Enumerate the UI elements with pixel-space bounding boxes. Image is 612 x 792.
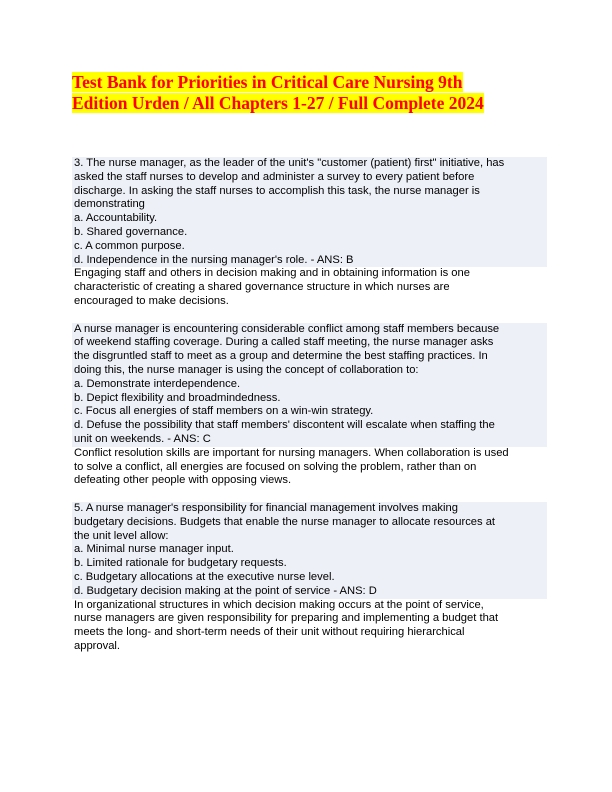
question-3-stem-line: 3. The nurse manager, as the leader of the unit's "customer (patient) first" initiative, has	[72, 157, 547, 171]
question-5-option-a: a. Minimal nurse manager input.	[72, 543, 547, 557]
paragraph-gap	[72, 309, 547, 323]
question-3-rationale-line: characteristic of creating a shared governance structure in which nurses are	[74, 281, 450, 294]
question-5-stem-line: 5. A nurse manager's responsibility for financial management involves making	[72, 502, 547, 516]
question-4-rationale-line: to solve a conflict, all energies are focused on solving the problem, rather than on	[74, 460, 477, 473]
question-4-stem-line: doing this, the nurse manager is using the concept of collaboration to:	[72, 364, 547, 378]
question-3-stem-line: demonstrating	[72, 198, 547, 212]
question-4-rationale-line: Conflict resolution skills are important for nursing managers. When collaboration is used	[74, 446, 509, 459]
document-body	[72, 157, 547, 654]
question-4-option-a: a. Demonstrate interdependence.	[72, 378, 547, 392]
question-3-option-c: c. A common purpose.	[72, 240, 547, 254]
question-4-option-c: c. Focus all energies of staff members on a win-win strategy.	[72, 405, 547, 419]
question-5-option-b: b. Limited rationale for budgetary requests.	[72, 557, 547, 571]
question-3-option-b: b. Shared governance.	[72, 226, 547, 240]
question-5	[72, 502, 547, 654]
question-5-rationale-line: meets the long- and short-term needs of their unit without requiring hierarchical	[74, 626, 465, 639]
question-5-option-c: c. Budgetary allocations at the executive nurse level.	[72, 571, 547, 585]
question-4-rationale-line: defeating other people with opposing views.	[74, 474, 292, 487]
question-5-stem-line: the unit level allow:	[72, 530, 547, 544]
question-3-rationale-line: Engaging staff and others in decision making and in obtaining information is one	[74, 267, 470, 280]
question-4-stem-line: A nurse manager is encountering considerable conflict among staff members because	[72, 323, 547, 337]
question-4	[72, 323, 547, 489]
title-line-2: Edition Urden / All Chapters 1-27 / Full Complete 2024	[72, 93, 484, 113]
question-4-option-d: d. Defuse the possibility that staff members' discontent will escalate when staffing the	[72, 419, 547, 433]
question-4-stem-line: the disgruntled staff to meet as a group and determine the best staffing practices. In	[72, 350, 547, 364]
question-4-stem-line: of weekend staffing coverage. During a called staff meeting, the nurse manager asks	[72, 336, 547, 350]
question-5-rationale-line: nurse managers are given responsibility for preparing and implementing a budget that	[74, 612, 499, 625]
question-3-option-a: a. Accountability.	[72, 212, 547, 226]
question-3-option-d-answer: d. Independence in the nursing manager's role. - ANS: B	[72, 254, 547, 268]
question-5-stem-line: budgetary decisions. Budgets that enable the nurse manager to allocate resources at	[72, 516, 547, 530]
question-3-rationale-line: encouraged to make decisions.	[74, 294, 229, 307]
question-3-stem-line: asked the staff nurses to develop and administer a survey to every patient before	[72, 171, 547, 185]
question-5-option-d-answer: d. Budgetary decision making at the point of service - ANS: D	[72, 585, 547, 599]
question-5-rationale-line: approval.	[74, 639, 121, 652]
question-4-option-d-answer: unit on weekends. - ANS: C	[72, 433, 547, 447]
question-3	[72, 157, 547, 309]
paragraph-gap	[72, 488, 547, 502]
question-5-rationale-line: In organizational structures in which decision making occurs at the point of service,	[74, 598, 484, 611]
question-4-option-b: b. Depict flexibility and broadmindedness.	[72, 392, 547, 406]
question-3-stem-line: discharge. In asking the staff nurses to accomplish this task, the nurse manager is	[72, 185, 547, 199]
document-title	[72, 72, 542, 114]
title-line-1: Test Bank for Priorities in Critical Care Nursing 9th	[72, 72, 463, 92]
